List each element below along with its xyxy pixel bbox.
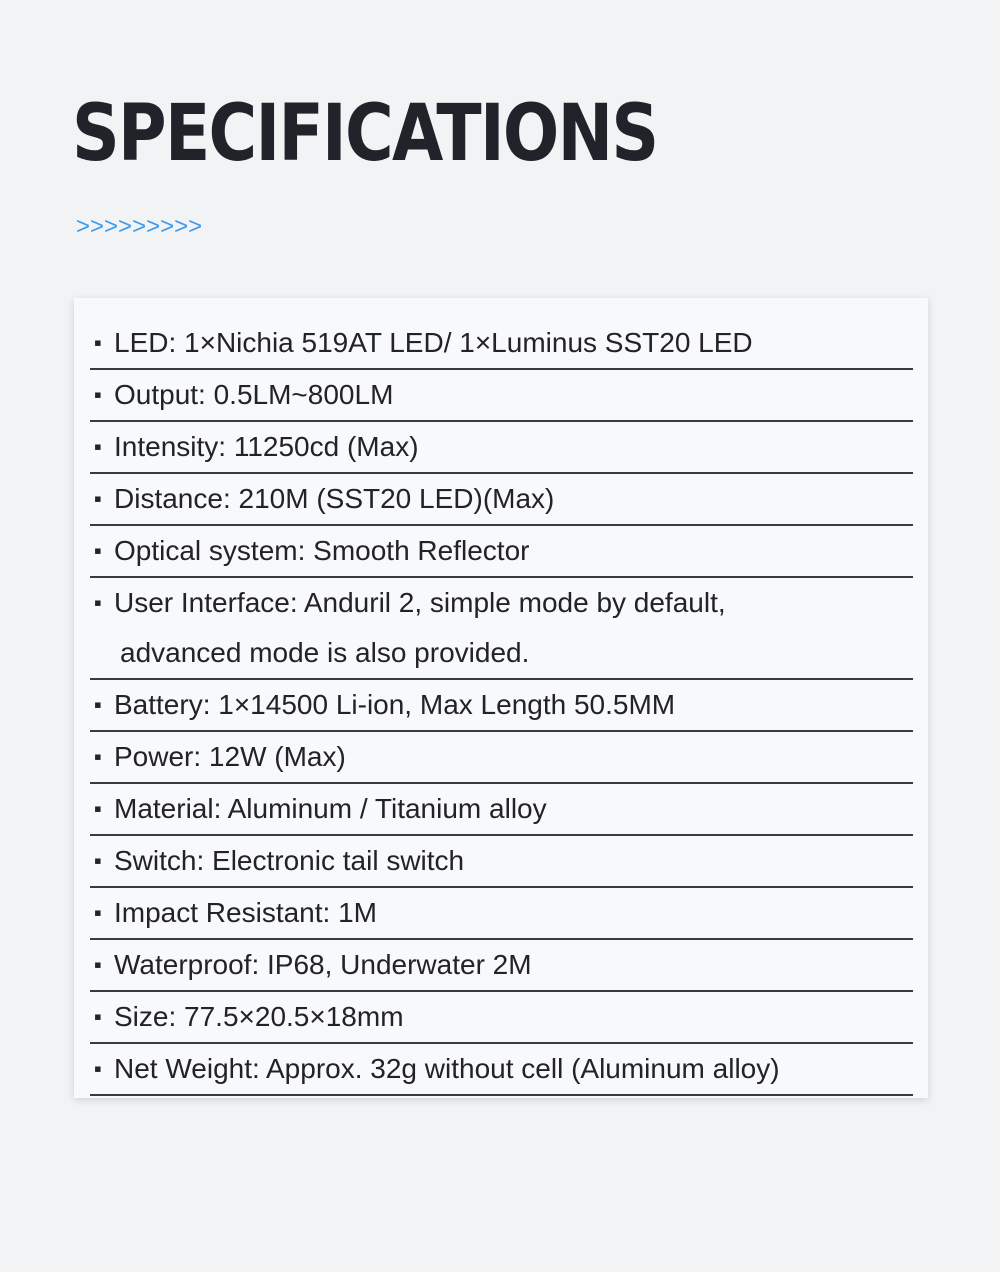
bullet-icon: ▪ — [94, 382, 102, 407]
spec-item-size — [90, 992, 913, 1044]
spec-text: Impact Resistant: 1M — [114, 897, 377, 928]
bullet-icon: ▪ — [94, 848, 102, 873]
spec-item-user-interface — [90, 578, 913, 680]
bullet-icon: ▪ — [94, 744, 102, 769]
spec-item-distance — [90, 474, 913, 526]
spec-item-intensity — [90, 422, 913, 474]
spec-text: Size: 77.5×20.5×18mm — [114, 1001, 404, 1032]
spec-item-material — [90, 784, 913, 836]
spec-item-net-weight — [90, 1044, 913, 1096]
spec-item-impact-resistant — [90, 888, 913, 940]
spec-text-continued: advanced mode is also provided. — [120, 637, 530, 668]
bullet-icon: ▪ — [94, 538, 102, 563]
spec-text-block — [114, 578, 913, 678]
spec-item-switch — [90, 836, 913, 888]
bullet-icon: ▪ — [94, 330, 102, 355]
bullet-icon: ▪ — [94, 1056, 102, 1081]
spec-item-power — [90, 732, 913, 784]
spec-text: LED: 1×Nichia 519AT LED/ 1×Luminus SST20 LED — [114, 327, 753, 358]
spec-card — [74, 298, 928, 1098]
spec-item-optical-system — [90, 526, 913, 578]
spec-text: Distance: 210M (SST20 LED)(Max) — [114, 483, 555, 514]
spec-text: Switch: Electronic tail switch — [114, 845, 465, 876]
spec-item-waterproof — [90, 940, 913, 992]
spec-text: Battery: 1×14500 Li-ion, Max Length 50.5MM — [114, 689, 676, 720]
bullet-icon: ▪ — [94, 952, 102, 977]
chevron-decoration: >>>>>>>>> — [76, 213, 203, 240]
spec-text: Output: 0.5LM~800LM — [114, 379, 394, 410]
spec-text: Optical system: Smooth Reflector — [114, 535, 530, 566]
bullet-icon: ▪ — [94, 692, 102, 717]
spec-text: Power: 12W (Max) — [114, 741, 346, 772]
page-title: SPECIFICATIONS — [72, 89, 658, 179]
bullet-icon: ▪ — [94, 590, 102, 615]
spec-text: Waterproof: IP68, Underwater 2M — [114, 949, 532, 980]
spec-text: User Interface: Anduril 2, simple mode by default, — [114, 587, 726, 618]
spec-item-battery — [90, 680, 913, 732]
bullet-icon: ▪ — [94, 486, 102, 511]
spec-item-led — [90, 318, 913, 370]
spec-list — [90, 318, 913, 1096]
spec-text: Material: Aluminum / Titanium alloy — [114, 793, 547, 824]
bullet-icon: ▪ — [94, 900, 102, 925]
bullet-icon: ▪ — [94, 434, 102, 459]
spec-text: Intensity: 11250cd (Max) — [114, 431, 419, 462]
spec-text: Net Weight: Approx. 32g without cell (Aluminum alloy) — [114, 1053, 780, 1084]
bullet-icon: ▪ — [94, 1004, 102, 1029]
spec-item-output — [90, 370, 913, 422]
bullet-icon: ▪ — [94, 796, 102, 821]
